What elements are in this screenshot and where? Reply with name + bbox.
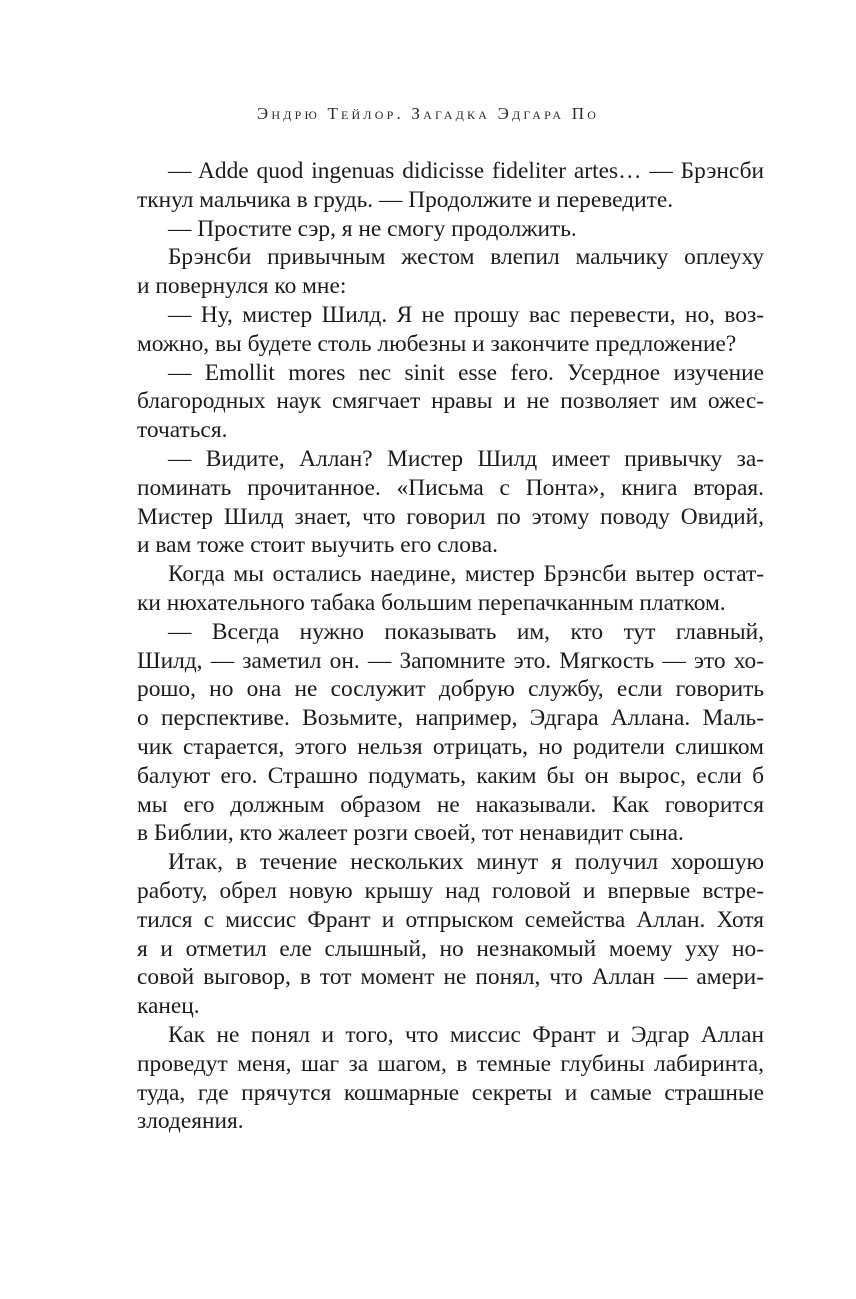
text-line: — Ну, мистер Шилд. Я не прошу вас перевести, но, воз- [168,301,764,328]
text-line: Мистер Шилд знает, что говорил по этому поводу Овидий, [137,503,764,530]
text-line: мы его должным образом не наказывали. Как говорится [137,791,764,818]
text-line: Брэнсби привычным жестом влепил мальчику оплеуху [168,244,764,271]
text-line: — Видите, Аллан? Мистер Шилд имеет привычку за- [168,445,764,472]
text-line: рошо, но она не сослужит добрую службу, если говорить [137,676,764,703]
book-text [137,157,764,1136]
text-line: я и отметил еле слышный, но незнакомый моему уху но- [137,935,764,962]
text-line: благородных наук смягчает нравы и не позволяет им ожес- [137,388,764,415]
text-line: тился с миссис Франт и отпрыском семейства Аллан. Хотя [137,906,764,933]
text-line: — Всегда нужно показывать им, кто тут главный, [168,618,764,645]
text-line: в Библии, кто жалеет розги своей, тот ненавидит сына. [137,820,684,847]
text-line: Итак, в течение нескольких минут я получил хорошую [168,849,764,876]
text-line: чик старается, этого нельзя отрицать, но родители слишком [137,733,764,760]
text-line: и повернулся ко мне: [137,273,347,300]
text-line: Как не понял и того, что миссис Франт и Эдгар Аллан [168,1021,764,1048]
text-line: совой выговор, в тот момент не понял, что Аллан — амери- [137,964,764,991]
text-line: поминать прочитанное. «Письма с Понта», книга вторая. [137,474,764,501]
text-line: — Adde quod ingenuas didicisse fideliter artes… — Брэнсби [168,158,764,184]
text-line: — Emollit mores nec sinit esse fero. Усердное изучение [168,359,764,386]
text-line: Когда мы остались наедине, мистер Брэнсби вытер остат- [168,561,764,588]
text-line: Шилд, — заметил он. — Запомните это. Мягкость — это хо- [137,647,764,674]
text-line: можно, вы будете столь любезны и закончите предложение? [137,330,737,357]
text-line: балуют его. Страшно подумать, каким бы он вырос, если б [137,762,764,789]
text-line: о перспективе. Возьмите, например, Эдгара Аллана. Маль- [137,705,764,732]
text-line: проведут меня, шаг за шагом, в темные глубины лабиринта, [137,1050,764,1077]
text-line: ткнул мальчика в грудь. — Продолжите и переведите. [137,186,674,213]
text-line: туда, где прячутся кошмарные секреты и самые страшные [137,1079,764,1106]
text-line: работу, обрел новую крышу над головой и впервые встре- [137,877,764,904]
text-line: злодеяния. [137,1108,244,1135]
text-line: и вам тоже стоит выучить его слова. [137,532,498,559]
text-line: ки нюхательного табака большим перепачканным платком. [137,589,726,616]
running-header: Эндрю Тейлор. Загадка Эдгара По [256,104,600,123]
text-line: канец. [137,993,200,1020]
text-line: точаться. [137,417,228,444]
text-line: — Простите сэр, я не смогу продолжить. [168,215,577,242]
